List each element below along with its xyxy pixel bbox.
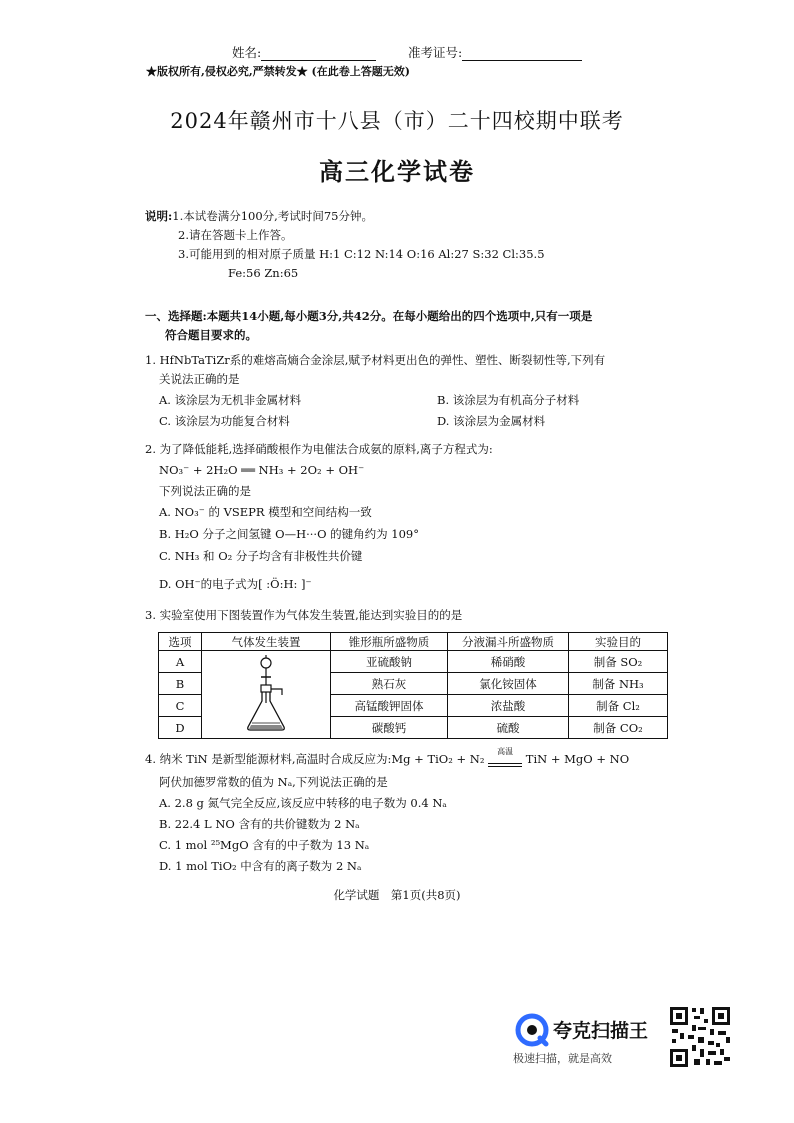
row-c-goal: 制备 Cl₂: [569, 695, 668, 717]
instructions: [145, 209, 545, 285]
page-title: 2024年赣州市十八县（市）二十四校期中联考: [170, 109, 624, 133]
row-c-option: C: [159, 695, 202, 717]
question-1: [145, 353, 675, 435]
row-c-flask: 高锰酸钾固体: [331, 695, 448, 717]
exam-id-blank: [462, 46, 582, 61]
q4-condition: 高温: [497, 747, 514, 756]
col-header-flask: 锥形瓶所盛物质: [331, 633, 448, 651]
col-header-goal: 实验目的: [569, 633, 668, 651]
row-d-flask: 碳酸钙: [331, 717, 448, 739]
q4-stem-1-line: [145, 747, 685, 775]
q2-equation: NO₃⁻ + 2H₂O ══ NH₃ + 2O₂ + OH⁻: [159, 463, 365, 477]
watermark-slogan: 极速扫描，就是高效: [513, 1052, 612, 1065]
row-b-flask: 熟石灰: [331, 673, 448, 695]
col-header-option: 选项: [159, 633, 202, 651]
page-subtitle: 高三化学试卷: [319, 157, 475, 186]
q4-stem-1: 4. 纳米 TiN 是新型能源材料,高温时合成反应为:Mg + TiO₂ + N₂: [145, 752, 485, 766]
instruction-2: 2.请在答题卡上作答。: [178, 228, 293, 242]
instructions-label: 说明:: [145, 209, 173, 223]
table-header-row: [159, 633, 668, 651]
quark-logo-icon: [515, 1013, 549, 1047]
watermark-brand: 夸克扫描王: [553, 1020, 649, 1042]
q2-stem-2: 下列说法正确的是: [159, 484, 251, 498]
q4-option-b: B. 22.4 L NO 含有的共价键数为 2 Nₐ: [159, 817, 360, 831]
section-heading: [145, 309, 592, 347]
row-b-funnel: 氯化铵固体: [448, 673, 569, 695]
scanner-watermark: [513, 1010, 663, 1070]
instruction-1: 1.本试卷满分100分,考试时间75分钟。: [172, 209, 373, 223]
q2-option-c: C. NH₃ 和 O₂ 分子均含有非极性共价键: [159, 549, 363, 563]
q1-option-a: A. 该涂层为无机非金属材料: [159, 393, 302, 407]
exam-id-label: 准考证号:: [408, 45, 463, 60]
col-header-funnel: 分液漏斗所盛物质: [448, 633, 569, 651]
row-d-funnel: 硫酸: [448, 717, 569, 739]
q1-option-b: B. 该涂层为有机高分子材料: [437, 393, 580, 407]
apparatus-cell: [202, 651, 331, 739]
q2-stem-1: 2. 为了降低能耗,选择硝酸根作为电催法合成氨的原料,离子方程式为:: [145, 442, 493, 456]
question-2: [145, 442, 675, 598]
section-line-2: 符合题目要求的。: [165, 328, 257, 342]
q1-stem-2: 关说法正确的是: [159, 372, 240, 386]
q4-stem-2: 阿伏加德罗常数的值为 Nₐ,下列说法正确的是: [159, 775, 388, 789]
q4-option-a: A. 2.8 g 氮气完全反应,该反应中转移的电子数为 0.4 Nₐ: [159, 796, 447, 810]
q1-option-c: C. 该涂层为功能复合材料: [159, 414, 290, 428]
page-footer: 化学试题 第1页(共8页): [333, 888, 461, 902]
exam-id-field: [408, 45, 582, 61]
q4-reaction-arrow: [488, 747, 522, 767]
copyright-notice: ★版权所有,侵权必究,严禁转发★ (在此卷上答题无效): [146, 65, 410, 78]
row-b-goal: 制备 NH₃: [569, 673, 668, 695]
q4-option-d: D. 1 mol TiO₂ 中含有的离子数为 2 Nₐ: [159, 859, 362, 873]
row-c-funnel: 浓盐酸: [448, 695, 569, 717]
row-d-goal: 制备 CO₂: [569, 717, 668, 739]
name-blank: [261, 46, 376, 61]
question-4: [145, 747, 685, 880]
instruction-3: 3.可能用到的相对原子质量 H:1 C:12 N:14 O:16 Al:27 S:32 Cl:35.5: [178, 247, 545, 261]
q3-stem: 3. 实验室使用下图装置作为气体发生装置,能达到实验目的的是: [145, 608, 463, 622]
q2-option-a: A. NO₃⁻ 的 VSEPR 模型和空间结构一致: [159, 505, 372, 519]
q2-option-b: B. H₂O 分子之间氢键 O—H···O 的键角约为 109°: [159, 527, 420, 541]
q2-option-d: D. OH⁻的电子式为[ :Ö:H: ]⁻: [159, 577, 312, 591]
col-header-apparatus: 气体发生装置: [202, 633, 331, 651]
row-a-goal: 制备 SO₂: [569, 651, 668, 673]
q1-stem-1: 1. HfNbTaTiZr系的难熔高熵合金涂层,赋予材料更出色的弹性、塑性、断裂韧性等,下列有: [145, 353, 606, 367]
row-a-flask: 亚硫酸钠: [331, 651, 448, 673]
erlenmeyer-flask-with-funnel-icon: [236, 651, 296, 735]
q3-table: [158, 632, 668, 739]
row-a-option: A: [159, 651, 202, 673]
section-line-1: 一、选择题:本题共14小题,每小题3分,共42分。在每小题给出的四个选项中,只有一项是: [145, 309, 593, 323]
q1-option-d: D. 该涂层为金属材料: [437, 414, 546, 428]
q4-option-c: C. 1 mol ²⁵MgO 含有的中子数为 13 Nₐ: [159, 838, 370, 852]
row-b-option: B: [159, 673, 202, 695]
name-field: [232, 45, 376, 61]
name-label: 姓名:: [232, 45, 262, 60]
table-row: [159, 651, 668, 673]
qr-code-icon: [668, 1005, 732, 1069]
instruction-3-cont: Fe:56 Zn:65: [228, 266, 299, 280]
row-a-funnel: 稀硝酸: [448, 651, 569, 673]
row-d-option: D: [159, 717, 202, 739]
q4-products: TiN + MgO + NO: [525, 752, 630, 766]
